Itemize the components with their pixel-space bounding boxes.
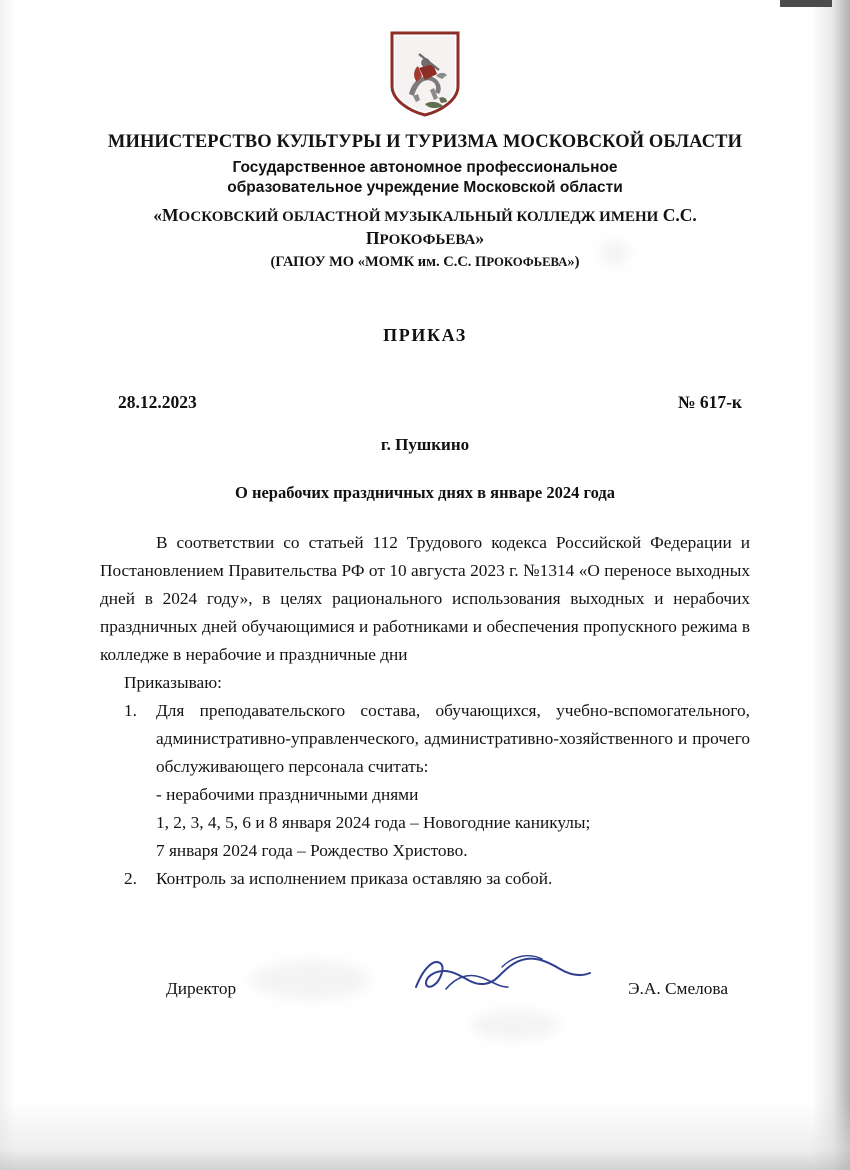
organization-name [100, 204, 750, 251]
document-subject: О нерабочих праздничных днях в январе 2024 года [235, 482, 615, 502]
organization-name-prefix: «М [153, 204, 179, 225]
scan-artifact [470, 1010, 560, 1040]
list-item-subline: 7 января 2024 года – Рождество Христово. [156, 841, 468, 861]
scan-edge-shadow-bottom [0, 1100, 850, 1170]
list-item [100, 865, 750, 893]
document-meta-row [100, 392, 750, 413]
coat-of-arms-container [100, 0, 750, 118]
organization-line-1: Государственное автономное профессиональное [232, 159, 618, 176]
organization-name-second-line [100, 227, 750, 251]
coat-of-arms-moscow-region-icon [389, 30, 461, 118]
organization-name-second-suffix: » [475, 228, 485, 249]
order-word: Приказываю: [124, 672, 222, 692]
document-date: 28.12.2023 [118, 391, 197, 412]
organization-line-2: образовательное учреждение Московской области [227, 179, 623, 197]
organization-short-caps: РОКОФЬЕВА [486, 254, 568, 269]
list-item-text: Для преподавательского состава, обучающихся, учебно-вспомогательного, административно-управленческого, административно-хозяйственного и прочего обслуживающего персонала считать: [156, 701, 750, 777]
signatory-name: Э.А. Смелова [628, 979, 728, 999]
document-header [100, 132, 750, 271]
organization-name-mid: С.С. [658, 204, 697, 225]
organization-name-second-caps: РОКОФЬЕВА [379, 232, 476, 249]
document-body [100, 529, 750, 893]
signatory-role: Директор [166, 979, 237, 999]
signature-row [100, 979, 750, 999]
list-item-number: 1. [124, 701, 137, 720]
organization-short-name [100, 254, 750, 271]
document-city: г. Пушкино [380, 434, 470, 454]
order-items-list [100, 697, 750, 893]
list-item-subline: 1, 2, 3, 4, 5, 6 и 8 января 2024 года – Новогодние каникулы; [156, 813, 591, 833]
handwritten-signature-icon [410, 947, 600, 1003]
organization-name-caps: ОСКОВСКИЙ ОБЛАСТНОЙ МУЗЫКАЛЬНЫЙ КОЛЛЕДЖ ИМЕНИ [178, 208, 659, 225]
list-item-number: 2. [124, 869, 137, 889]
document-number: № 617-к [677, 391, 742, 412]
organization-short-prefix: (ГАПОУ МО «МОМК им. С.С. П [270, 253, 487, 270]
organization-short-suffix: ») [567, 253, 580, 270]
ministry-name: МИНИСТЕРСТВО КУЛЬТУРЫ И ТУРИЗМА МОСКОВСКОЙ ОБЛАСТИ [107, 132, 743, 152]
organization-name-second-prefix: П [365, 228, 380, 249]
document-type-title: ПРИКАЗ [383, 324, 467, 345]
preamble-paragraph: В соответствии со статьей 112 Трудового кодекса Российской Федерации и Постановлением Правительства РФ от 10 августа 2023 г. №1314 «О переносе выходных дней в 2024 году», в целях рационального использования выходных и нерабочих праздничных дней обучающимися и работниками и обеспечения пропускного режима в колледже в нерабочие и праздничные дни [100, 532, 750, 664]
list-item-text: Контроль за исполнением приказа оставляю за собой. [156, 869, 553, 889]
list-item-subline: - нерабочими праздничными днями [156, 785, 419, 805]
list-item [100, 697, 750, 865]
